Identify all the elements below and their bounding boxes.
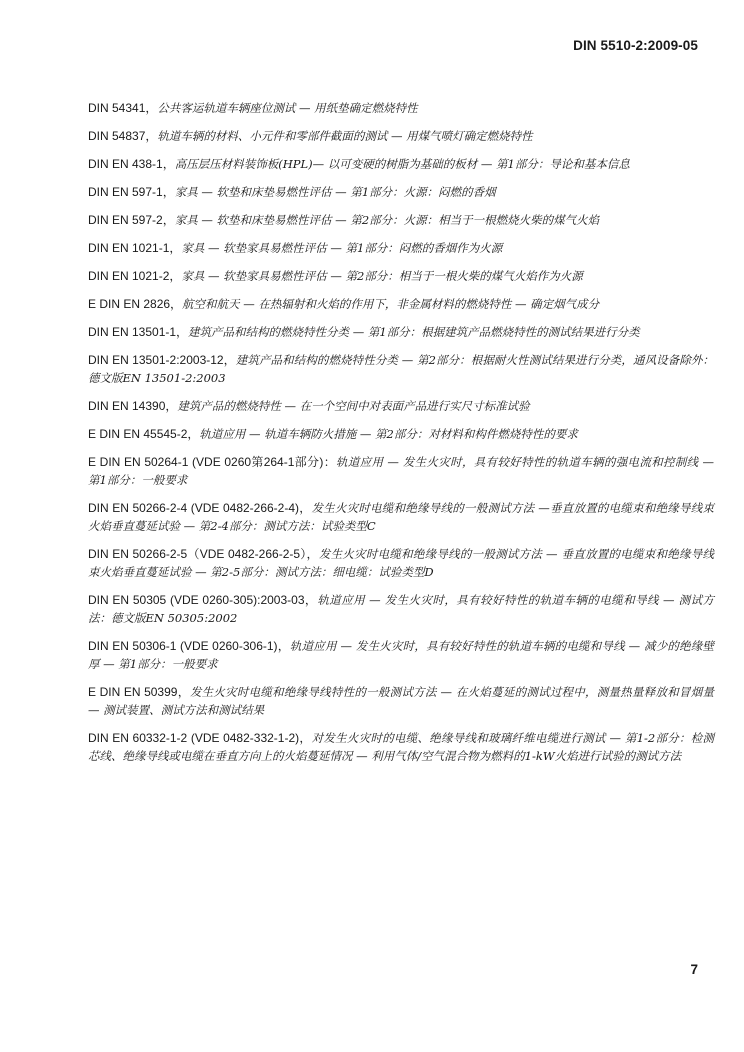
reference-code: DIN EN 50266-2-4 (VDE 0482-266-2-4)， — [88, 501, 312, 515]
reference-code: E DIN EN 50399， — [88, 685, 190, 699]
reference-code: E DIN EN 45545-2， — [88, 427, 200, 441]
reference-title: 建筑产品和结构的燃烧特性分类 — 第2部分：根据耐火性测试结果进行分类，通风设备除外：德文版EN 13501-2:2003 — [88, 353, 715, 385]
reference-entry — [88, 499, 714, 535]
reference-entry — [88, 183, 714, 201]
reference-entry — [88, 637, 714, 673]
document-id-header: DIN 5510-2:2009-05 — [573, 38, 698, 53]
reference-entry — [88, 425, 714, 443]
reference-title: 家具 — 软垫和床垫易燃性评估 — 第1部分：火源：闷燃的香烟 — [174, 185, 496, 199]
reference-code: DIN 54341， — [88, 101, 158, 115]
reference-entry — [88, 683, 714, 719]
reference-code: DIN EN 14390， — [88, 399, 178, 413]
reference-title: 建筑产品和结构的燃烧特性分类 — 第1部分：根据建筑产品燃烧特性的测试结果进行分类 — [188, 325, 640, 339]
reference-title: 航空和航天 — 在热辐射和火焰的作用下，非金属材料的燃烧特性 — 确定烟气成分 — [182, 297, 600, 311]
reference-entry — [88, 99, 714, 117]
reference-title: 发生火灾时电缆和绝缘导线特性的一般测试方法 — 在火焰蔓延的测试过程中，测量热量释放和冒烟量 — 测试装置、测试方法和测试结果 — [88, 685, 714, 717]
reference-title: 家具 — 软垫和床垫易燃性评估 — 第2部分：火源：相当于一根燃烧火柴的煤气火焰 — [174, 213, 600, 227]
reference-entry — [88, 155, 714, 173]
reference-code: DIN EN 1021-1， — [88, 241, 182, 255]
reference-code: DIN EN 438-1， — [88, 157, 175, 171]
reference-entry — [88, 323, 714, 341]
reference-title: 发生火灾时电缆和绝缘导线的一般测试方法 —垂直放置的电缆束和绝缘导线束火焰垂直蔓延试验 — 第2-4部分：测试方法：试验类型C — [88, 501, 715, 533]
reference-entry — [88, 729, 714, 765]
reference-title: 建筑产品的燃烧特性 — 在一个空间中对表面产品进行实尺寸标准试验 — [177, 399, 530, 413]
reference-entry — [88, 351, 714, 387]
reference-entry — [88, 295, 714, 313]
reference-entry — [88, 397, 714, 415]
normative-reference-list — [88, 99, 714, 775]
reference-code: E DIN EN 50264-1 (VDE 0260第264-1部分)： — [88, 455, 337, 469]
reference-code: DIN EN 50266-2-5（VDE 0482-266-2-5）， — [88, 547, 319, 561]
reference-entry — [88, 545, 714, 581]
reference-title: 高压层压材料装饰板(HPL)— 以可变硬的树脂为基础的板材 — 第1部分：导论和基本信息 — [174, 157, 630, 171]
reference-code: DIN EN 60332-1-2 (VDE 0482-332-1-2)， — [88, 731, 312, 745]
reference-entry — [88, 453, 714, 489]
reference-entry — [88, 591, 714, 627]
reference-title: 家具 — 软垫家具易燃性评估 — 第1部分：闷燃的香烟作为火源 — [181, 241, 503, 255]
reference-entry — [88, 267, 714, 285]
reference-title: 对发生火灾时的电缆、绝缘导线和玻璃纤维电缆进行测试 — 第1-2部分：检测芯线、绝缘导线或电缆在垂直方向上的火焰蔓延情况 — 利用气体/空气混合物为燃料的1-kW火焰进行试验的测试方法 — [88, 731, 714, 763]
reference-title: 轨道车辆的材料、小元件和零部件截面的测试 — 用煤气喷灯确定燃烧特性 — [157, 129, 533, 143]
reference-entry — [88, 239, 714, 257]
reference-title: 公共客运轨道车辆座位测试 — 用纸垫确定燃烧特性 — [157, 101, 418, 115]
reference-title: 轨道应用 — 轨道车辆防火措施 — 第2部分：对材料和构件燃烧特性的要求 — [199, 427, 578, 441]
reference-title: 轨道应用 — 发生火灾时，具有较好特性的轨道车辆的电缆和导线 — 减少的绝缘壁厚 — 第1部分：一般要求 — [88, 639, 714, 671]
reference-code: DIN EN 13501-1， — [88, 325, 189, 339]
reference-code: DIN EN 13501-2:2003-12， — [88, 353, 236, 367]
reference-title: 家具 — 软垫家具易燃性评估 — 第2部分：相当于一根火柴的煤气火焰作为火源 — [181, 269, 583, 283]
reference-code: E DIN EN 2826， — [88, 297, 183, 311]
reference-code: DIN 54837， — [88, 129, 158, 143]
reference-title: 发生火灾时电缆和绝缘导线的一般测试方法 — 垂直放置的电缆束和绝缘导线束火焰垂直蔓延试验 — 第2-5部分：测试方法：细电缆：试验类型D — [88, 547, 714, 579]
reference-code: DIN EN 50305 (VDE 0260-305):2003-03， — [88, 593, 318, 607]
reference-entry — [88, 211, 714, 229]
reference-entry — [88, 127, 714, 145]
reference-code: DIN EN 50306-1 (VDE 0260-306-1)， — [88, 639, 290, 653]
reference-title: 轨道应用 — 发生火灾时，具有较好特性的轨道车辆的电缆和导线 — 测试方法：德文版EN 50305:2002 — [88, 593, 714, 625]
reference-code: DIN EN 597-2， — [88, 213, 175, 227]
page-number: 7 — [690, 962, 698, 977]
reference-code: DIN EN 1021-2， — [88, 269, 182, 283]
reference-code: DIN EN 597-1， — [88, 185, 175, 199]
reference-title: 轨道应用 — 发生火灾时，具有较好特性的轨道车辆的强电流和控制线 — 第1部分：一般要求 — [88, 455, 714, 487]
